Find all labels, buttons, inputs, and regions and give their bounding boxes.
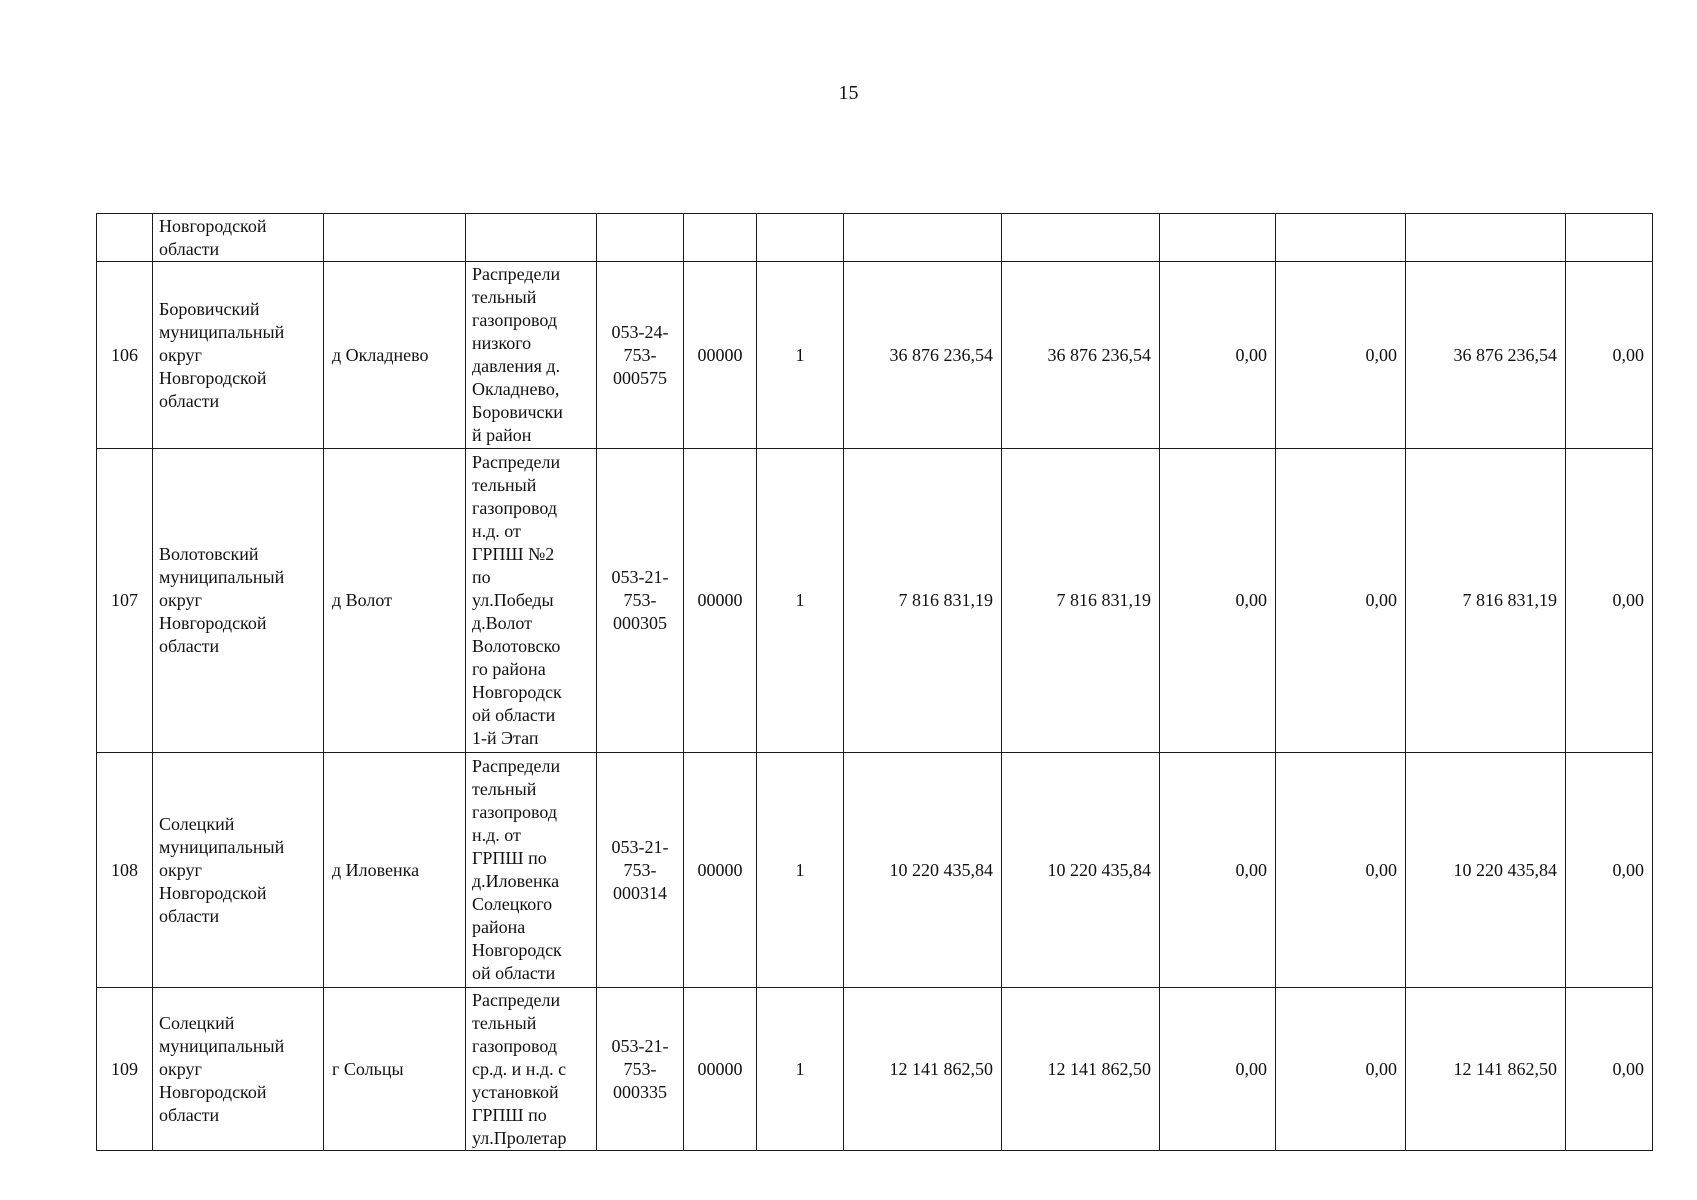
table-row xyxy=(97,988,1653,1151)
cell-col6 xyxy=(684,214,757,262)
cell-amount-5: 0,00 xyxy=(1566,262,1653,449)
cell-col7: 1 xyxy=(757,988,844,1151)
cell-amount-1: 10 220 435,84 xyxy=(1002,753,1160,988)
cell-col6: 00000 xyxy=(684,988,757,1151)
cell-amount-3: 0,00 xyxy=(1276,262,1406,449)
cell-amount-4: 12 141 862,50 xyxy=(1406,988,1566,1151)
cell-number: 108 xyxy=(97,753,153,988)
cell-amount-5 xyxy=(1566,214,1653,262)
cell-district: Волотовский муниципальный округ Новгородской области xyxy=(153,449,324,753)
cell-total: 7 816 831,19 xyxy=(844,449,1002,753)
cell-amount-4: 7 816 831,19 xyxy=(1406,449,1566,753)
cell-col6: 00000 xyxy=(684,753,757,988)
cell-amount-5: 0,00 xyxy=(1566,753,1653,988)
cell-object: Распредели тельный газопровод н.д. от ГРПШ по д.Иловенка Солецкого района Новгородск ой области xyxy=(466,753,597,988)
cell-amount-2: 0,00 xyxy=(1160,988,1276,1151)
cell-code: 053-21- 753- 000305 xyxy=(597,449,684,753)
cell-code: 053-21- 753- 000314 xyxy=(597,753,684,988)
cell-number: 109 xyxy=(97,988,153,1151)
cell-settlement: д Иловенка xyxy=(324,753,466,988)
cell-number: 107 xyxy=(97,449,153,753)
cell-amount-3: 0,00 xyxy=(1276,988,1406,1151)
data-table xyxy=(96,213,1653,1151)
cell-amount-2: 0,00 xyxy=(1160,262,1276,449)
cell-col6: 00000 xyxy=(684,262,757,449)
cell-district: Боровичский муниципальный округ Новгородской области xyxy=(153,262,324,449)
cell-settlement: д Окладнево xyxy=(324,262,466,449)
cell-total: 36 876 236,54 xyxy=(844,262,1002,449)
cell-amount-3 xyxy=(1276,214,1406,262)
cell-district: Солецкий муниципальный округ Новгородской области xyxy=(153,753,324,988)
cell-object: Распредели тельный газопровод низкого давления д. Окладнево, Боровичски й район xyxy=(466,262,597,449)
cell-amount-2: 0,00 xyxy=(1160,753,1276,988)
cell-amount-1: 36 876 236,54 xyxy=(1002,262,1160,449)
cell-number xyxy=(97,214,153,262)
cell-district: Солецкий муниципальный округ Новгородской области xyxy=(153,988,324,1151)
cell-amount-1 xyxy=(1002,214,1160,262)
cell-code: 053-21- 753- 000335 xyxy=(597,988,684,1151)
cell-amount-1: 7 816 831,19 xyxy=(1002,449,1160,753)
cell-col7: 1 xyxy=(757,753,844,988)
cell-total: 10 220 435,84 xyxy=(844,753,1002,988)
cell-code xyxy=(597,214,684,262)
cell-total: 12 141 862,50 xyxy=(844,988,1002,1151)
cell-amount-2: 0,00 xyxy=(1160,449,1276,753)
cell-code: 053-24- 753- 000575 xyxy=(597,262,684,449)
cell-amount-4: 36 876 236,54 xyxy=(1406,262,1566,449)
cell-amount-1: 12 141 862,50 xyxy=(1002,988,1160,1151)
cell-col7 xyxy=(757,214,844,262)
cell-amount-4 xyxy=(1406,214,1566,262)
table-row xyxy=(97,214,1653,262)
cell-amount-5: 0,00 xyxy=(1566,449,1653,753)
table-row xyxy=(97,449,1653,753)
cell-amount-2 xyxy=(1160,214,1276,262)
cell-col7: 1 xyxy=(757,262,844,449)
cell-number: 106 xyxy=(97,262,153,449)
cell-district: Новгородской области xyxy=(153,214,324,262)
table-row xyxy=(97,753,1653,988)
cell-object: Распредели тельный газопровод ср.д. и н.д. с установкой ГРПШ по ул.Пролетар xyxy=(466,988,597,1151)
cell-settlement xyxy=(324,214,466,262)
cell-amount-3: 0,00 xyxy=(1276,753,1406,988)
cell-settlement: д Волот xyxy=(324,449,466,753)
cell-col6: 00000 xyxy=(684,449,757,753)
cell-amount-4: 10 220 435,84 xyxy=(1406,753,1566,988)
cell-amount-5: 0,00 xyxy=(1566,988,1653,1151)
cell-amount-3: 0,00 xyxy=(1276,449,1406,753)
cell-total xyxy=(844,214,1002,262)
table-row xyxy=(97,262,1653,449)
page-number: 15 xyxy=(838,82,859,104)
cell-col7: 1 xyxy=(757,449,844,753)
cell-object xyxy=(466,214,597,262)
cell-settlement: г Сольцы xyxy=(324,988,466,1151)
cell-object: Распредели тельный газопровод н.д. от ГРПШ №2 по ул.Победы д.Волот Волотовско го района Новгородск ой области 1-й Этап xyxy=(466,449,597,753)
